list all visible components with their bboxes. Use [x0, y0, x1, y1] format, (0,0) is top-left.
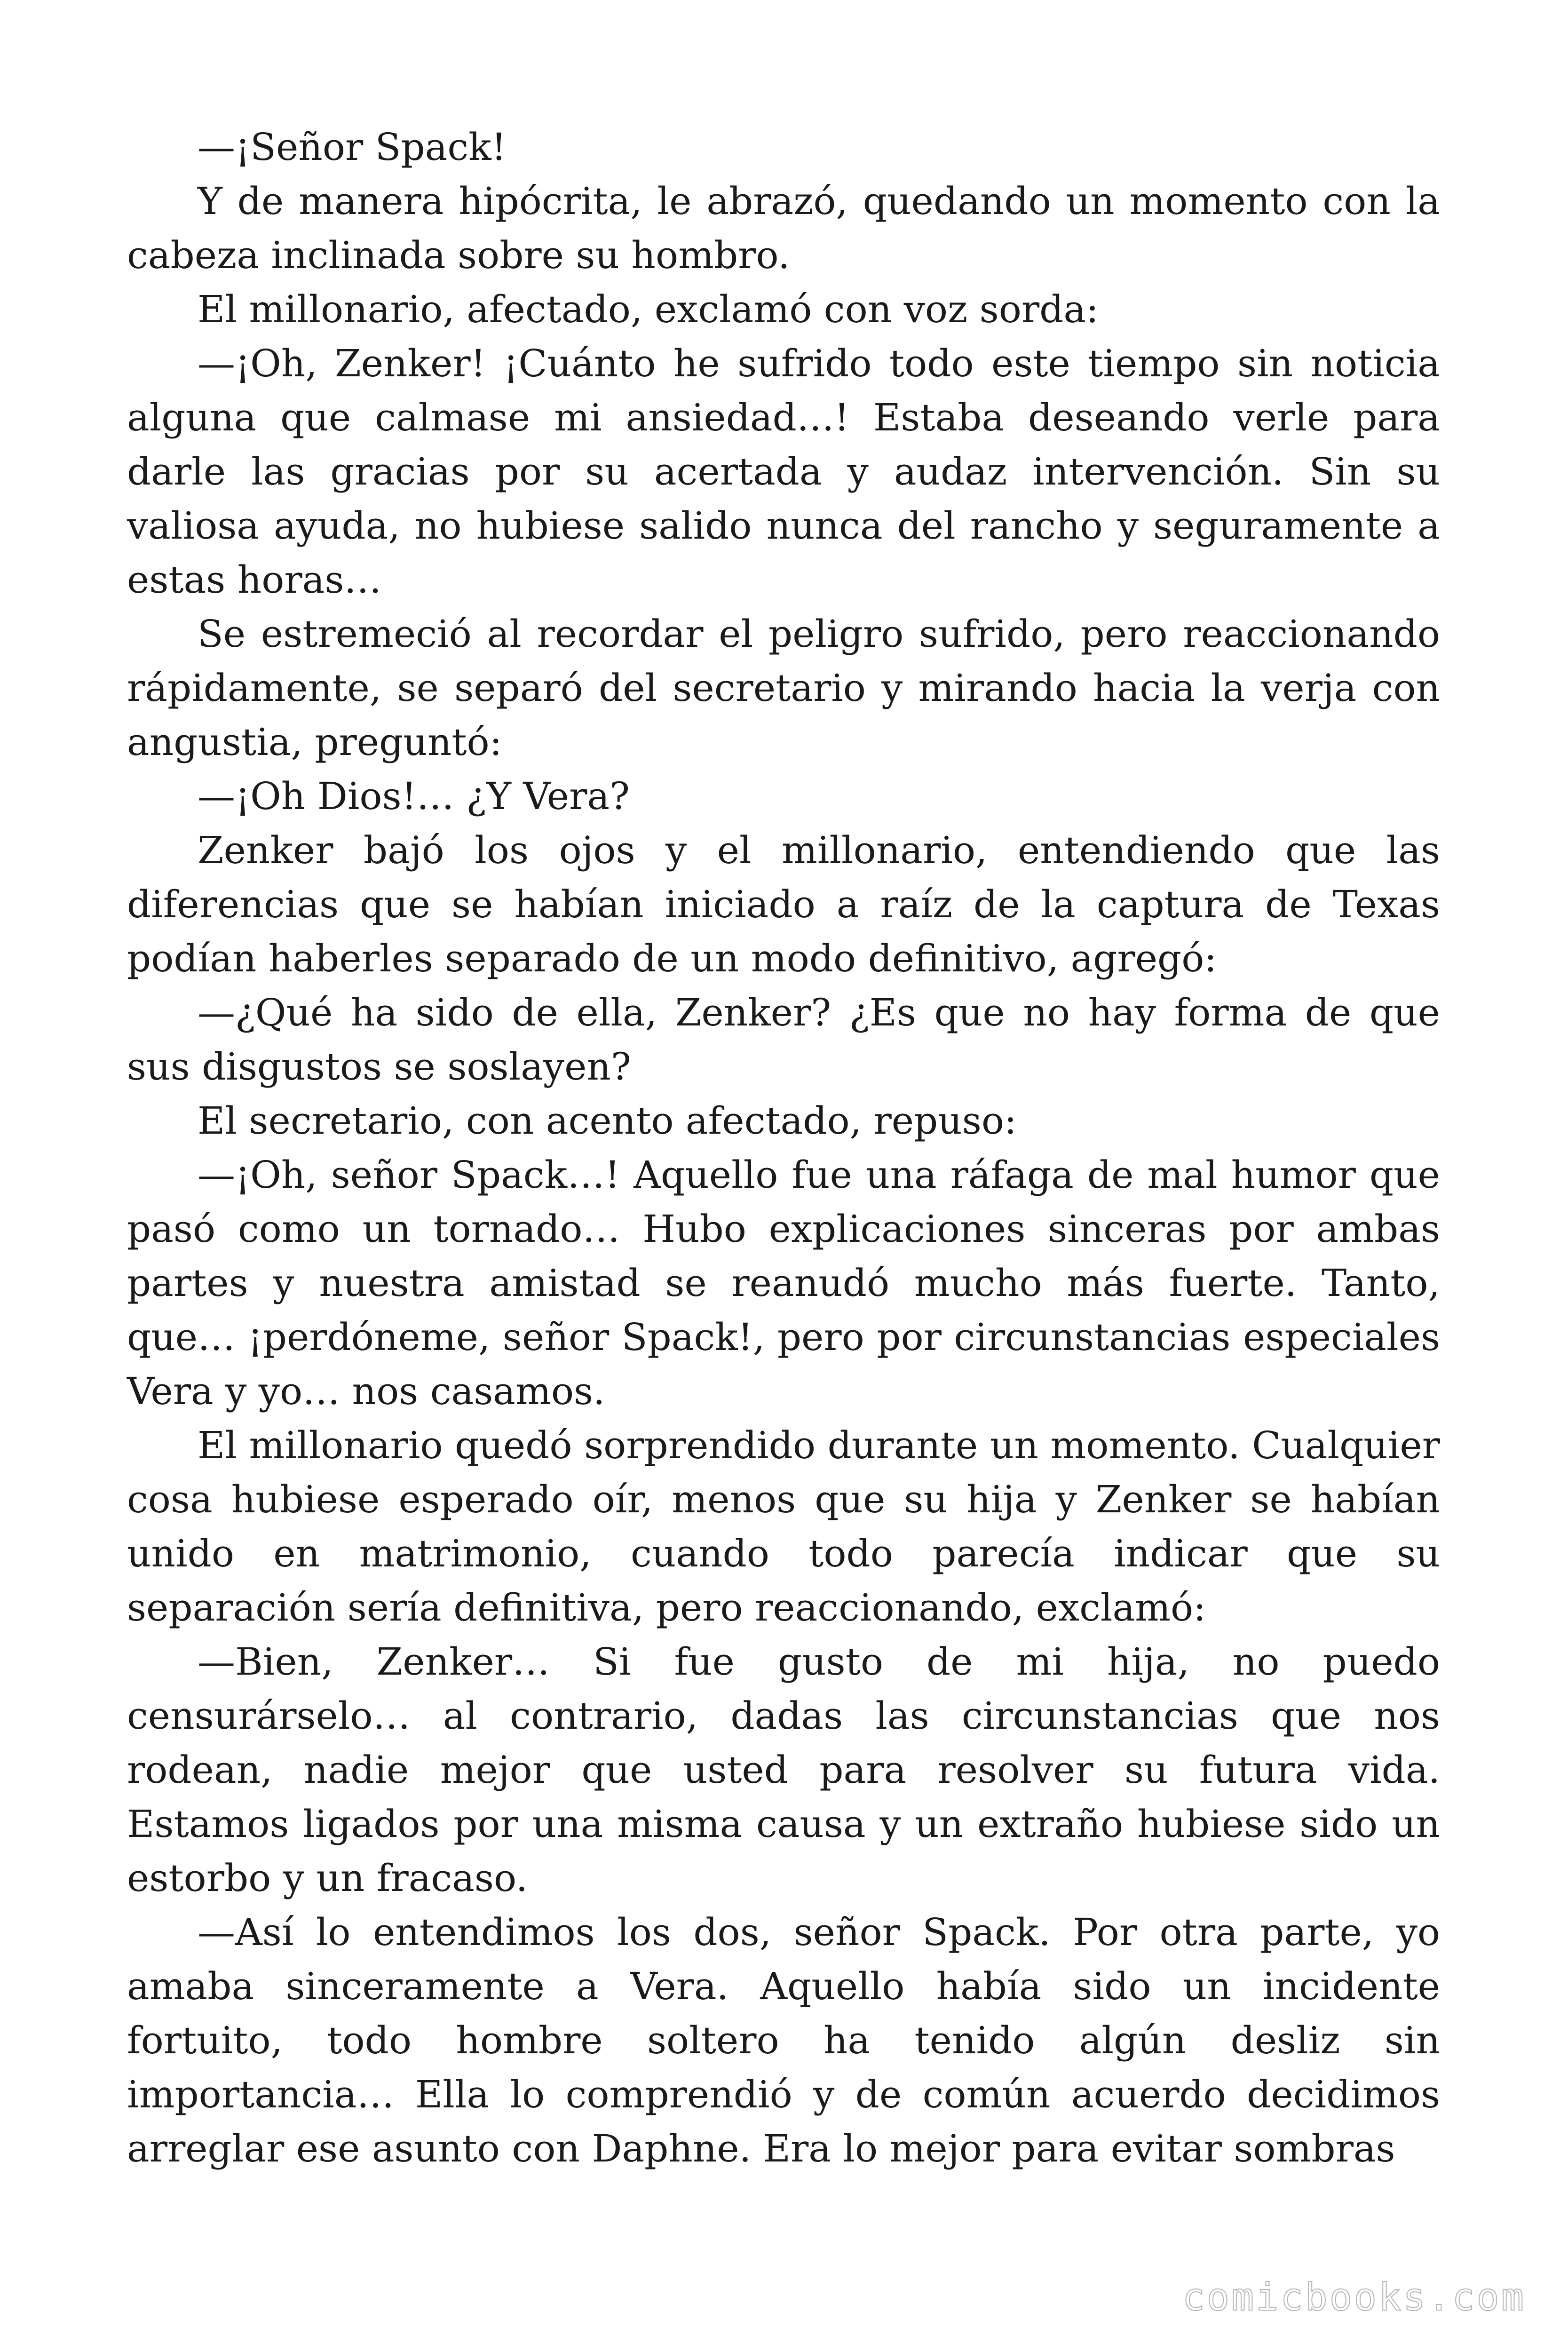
paragraph: —¡Oh Dios!… ¿Y Vera?: [198, 774, 630, 818]
paragraph: Y de manera hipócrita, le abrazó, quedando un momento con la cabeza inclinada sobre su hombro.: [127, 179, 1440, 277]
watermark: comicbooks.com: [1182, 2275, 1526, 2319]
paragraph: El secretario, con acento afectado, repuso:: [198, 1099, 1017, 1143]
body-text: [127, 120, 1440, 2176]
paragraph: —Así lo entendimos los dos, señor Spack. Por otra parte, yo amaba sinceramente a Vera. Aquello había sido un incidente fortuito, todo hombre soltero ha tenido algún desliz sin importancia… Ella lo comprendió y de común acuerdo decidimos arreglar ese asunto con Daphne. Era lo mejor para evitar sombras: [127, 1910, 1440, 2170]
paragraph: Zenker bajó los ojos y el millonario, entendiendo que las diferencias que se habían iniciado a raíz de la captura de Texas podían haberles separado de un modo definitivo, agregó:: [127, 828, 1440, 980]
paragraph: —¡Señor Spack!: [198, 125, 507, 169]
paragraph: El millonario, afectado, exclamó con voz sorda:: [198, 287, 1099, 331]
paragraph: El millonario quedó sorprendido durante un momento. Cualquier cosa hubiese esperado oír, menos que su hija y Zenker se habían unido en matrimonio, cuando todo parecía indicar que su separación sería definitiva, pero reaccionando, exclamó:: [127, 1423, 1440, 1629]
paragraph: —¡Oh, señor Spack…! Aquello fue una ráfaga de mal humor que pasó como un tornado… Hubo explicaciones sinceras por ambas partes y nuestra amistad se reanudó mucho más fuerte. Tanto, que… ¡perdóneme, señor Spack!, pero por circunstancias especiales Vera y yo… nos casamos.: [127, 1153, 1440, 1413]
paragraph: —¿Qué ha sido de ella, Zenker? ¿Es que no hay forma de que sus disgustos se soslayen?: [127, 991, 1440, 1089]
paragraph: Se estremeció al recordar el peligro sufrido, pero reaccionando rápidamente, se separó del secretario y mirando hacia la verja con angustia, preguntó:: [127, 612, 1440, 764]
paragraph: —Bien, Zenker… Si fue gusto de mi hija, no puedo censurárselo… al contrario, dadas las circunstancias que nos rodean, nadie mejor que usted para resolver su futura vida. Estamos ligados por una misma causa y un extraño hubiese sido un estorbo y un fracaso.: [127, 1640, 1440, 1900]
paragraph: —¡Oh, Zenker! ¡Cuánto he sufrido todo este tiempo sin noticia alguna que calmase mi ansiedad…! Estaba deseando verle para darle las gracias por su acertada y audaz intervención. Sin su valiosa ayuda, no hubiese salido nunca del rancho y seguramente a estas horas…: [127, 342, 1440, 602]
